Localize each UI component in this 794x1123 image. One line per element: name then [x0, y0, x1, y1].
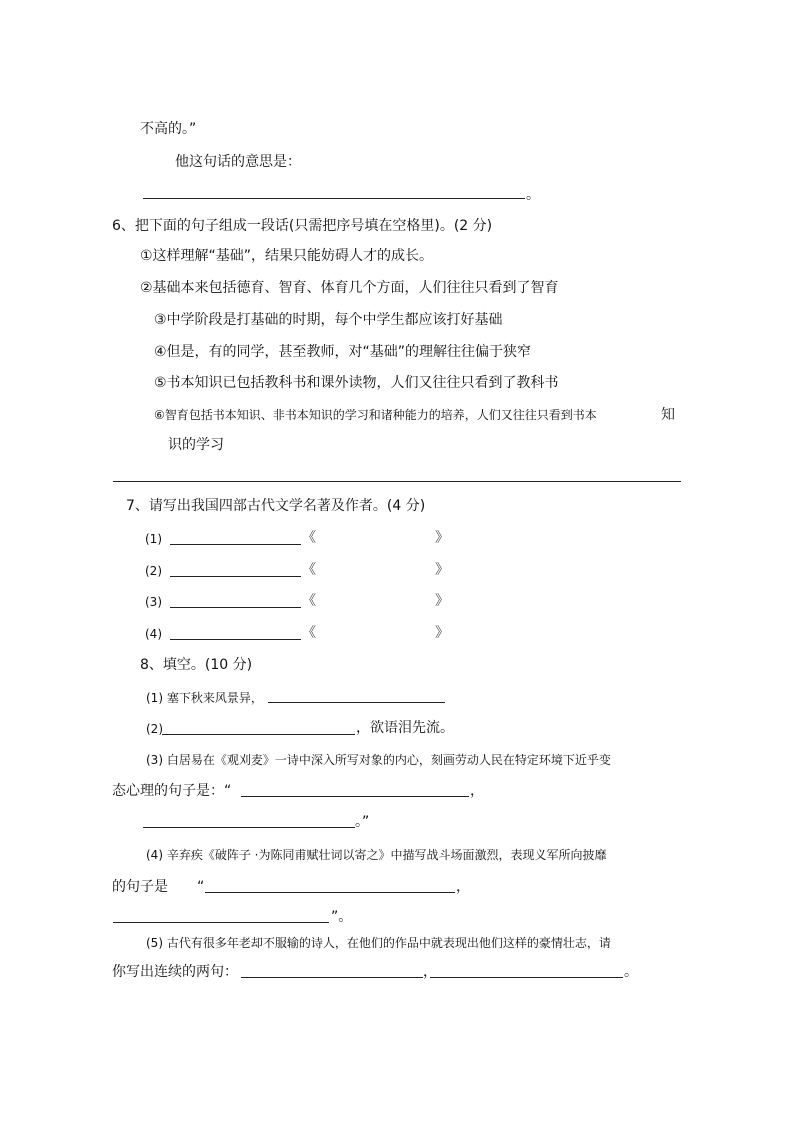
q8-part-3-line-a: (3) 白居易在《观刈麦》一诗中深入所写对象的内心，刻画劳动人民在特定环境下近乎变: [146, 753, 611, 767]
q7-row-3-open-bracket: 《: [302, 593, 316, 609]
q8-part-5-answer-line-2[interactable]: [430, 977, 623, 978]
q8-part-4-open-quote: “: [197, 879, 205, 895]
q8-part-4-comma: ，: [456, 879, 470, 895]
q7-row-1-author-line[interactable]: [170, 544, 301, 545]
q7-row-2-close-bracket: 》: [435, 562, 449, 578]
q8-part-4-answer-line-1[interactable]: [205, 892, 455, 893]
meaning-answer-line[interactable]: [143, 198, 525, 199]
q8-part-5-answer-line-1[interactable]: [241, 977, 423, 978]
q6-item-6-tail: 知: [661, 407, 675, 423]
q6-item-4: ④但是，有的同学，甚至教师，对“基础”的理解往往偏于狭窄: [154, 344, 532, 360]
q6-item-6-continued: 识的学习: [168, 437, 224, 453]
q6-item-5: ⑤书本知识已包括教科书和课外读物，人们又往往只看到了教科书: [154, 375, 559, 391]
q7-row-2-open-bracket: 《: [302, 562, 316, 578]
q8-part-5-line-b: 你写出连续的两句：: [112, 964, 238, 980]
previous-answer-text: 不高的。”: [140, 121, 197, 137]
q8-part-2-label: (2): [146, 722, 163, 736]
q6-item-3: ③中学阶段是打基础的时期，每个中学生都应该打好基础: [154, 312, 503, 328]
q8-part-4-line-b: 的句子是: [112, 879, 168, 895]
q7-title: 7、请写出我国四部古代文学名著及作者。(4 分): [126, 498, 426, 514]
q8-part-1-answer-line[interactable]: [268, 702, 445, 703]
q8-part-4-answer-line-2[interactable]: [113, 922, 329, 923]
meaning-end-mark: 。: [526, 187, 540, 203]
q7-row-3-author-line[interactable]: [170, 607, 301, 608]
q7-row-1-open-bracket: 《: [302, 530, 316, 546]
q8-part-5-comma: ，: [423, 964, 437, 980]
q8-part-3-answer-line-1[interactable]: [241, 796, 469, 797]
q8-part-3-answer-line-2[interactable]: [143, 827, 355, 828]
q8-part-3-comma: ，: [470, 783, 484, 799]
q7-row-1-close-bracket: 》: [435, 530, 449, 546]
q8-part-3-end: 。”: [355, 814, 370, 830]
q7-row-2-author-line[interactable]: [170, 576, 301, 577]
q7-row-1-label: (1): [145, 532, 162, 546]
q8-part-5-line-a: (5) 古代有很多年老却不服输的诗人，在他们的作品中就表现出他们这样的豪情壮志，请: [146, 936, 611, 950]
q7-row-3-label: (3): [145, 595, 162, 609]
q8-part-3-line-b: 态心理的句子是：“: [112, 783, 232, 799]
q8-title: 8、填空。(10 分): [140, 657, 253, 673]
q7-row-3-close-bracket: 》: [435, 593, 449, 609]
q7-row-4-label: (4): [145, 627, 162, 641]
q7-row-4-author-line[interactable]: [170, 639, 301, 640]
q8-part-2-end: ，欲语泪先流。: [356, 720, 454, 736]
q7-row-2-label: (2): [145, 564, 162, 578]
q7-row-4-close-bracket: 》: [435, 625, 449, 641]
q6-answer-line[interactable]: [113, 481, 681, 482]
q8-part-4-end: ”。: [331, 909, 353, 925]
q7-row-4-open-bracket: 《: [302, 625, 316, 641]
q8-part-4-line-a: (4) 辛弃疾《破阵子 ·为陈同甫赋壮词以寄之》中描写战斗场面激烈，表现义军所向披靡: [146, 848, 607, 862]
q6-item-6: ⑥智育包括书本知识、非书本知识的学习和诸种能力的培养，人们又往往只看到书本: [154, 408, 597, 422]
meaning-prompt: 他这句话的意思是：: [175, 154, 301, 170]
q6-item-2: ②基础本来包括德育、智育、体育几个方面，人们往往只看到了智育: [140, 280, 559, 296]
q8-part-1: (1) 塞下秋来风景异，: [146, 691, 263, 705]
q6-item-1: ①这样理解“基础”，结果只能妨碍人才的成长。: [140, 248, 434, 264]
q6-title: 6、把下面的句子组成一段话(只需把序号填在空格里)。(2 分): [112, 218, 493, 234]
q8-part-2-answer-line[interactable]: [162, 734, 355, 735]
q8-part-5-end: 。: [624, 964, 638, 980]
